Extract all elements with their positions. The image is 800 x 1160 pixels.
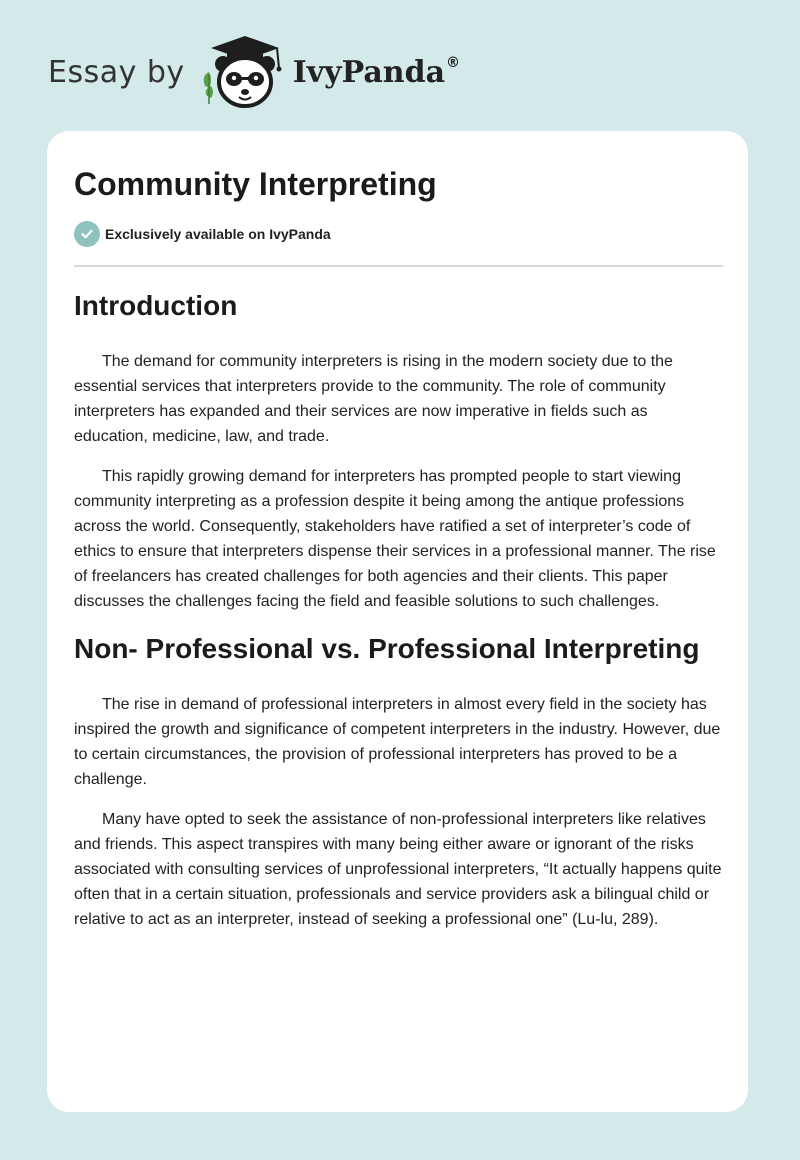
- brand-name: IvyPanda®: [292, 54, 461, 90]
- exclusive-label: Exclusively available on IvyPanda: [105, 226, 331, 242]
- brand-header: [48, 34, 460, 110]
- paragraph: This rapidly growing demand for interpreters has prompted people to start viewing community interpreting as a profession despite it being among the antique professions across the world. Consequently, stakeholders have ratified a set of interpreter’s code of ethics to ensure that interpreters dispense their services in a professional manner. The rise of freelancers has created challenges for both agencies and their clients. This paper discusses the challenges facing the field and feasible solutions to such challenges.: [74, 468, 716, 610]
- paragraph: The demand for community interpreters is rising in the modern society due to the essential services that interpreters provide to the community. The role of community interpreters has expanded and their services are now imperative in fields such as education, medicine, law, and trade.: [74, 353, 673, 445]
- section-heading-introduction: Introduction: [74, 290, 238, 321]
- brand-prefix: Essay by: [48, 54, 185, 90]
- essay-content: [74, 163, 723, 932]
- divider: [74, 265, 723, 267]
- section-heading-non-professional: Non- Professional vs. Professional Interpreting: [74, 633, 700, 664]
- panda-graduate-icon: [199, 34, 291, 110]
- essay-card: [47, 131, 748, 1112]
- paragraph: Many have opted to seek the assistance of non-professional interpreters like relatives and friends. This aspect transpires with many being either aware or ignorant of the risks associated with consulting services of unprofessional interpreters, “It actually happens quite often that in a certain situation, professionals and service providers ask a bilingual child or relative to act as an interpreter, instead of seeking a professional one” (Lu-lu, 289).: [74, 811, 722, 928]
- exclusive-badge: [74, 221, 723, 247]
- check-icon: [74, 221, 100, 247]
- paragraph: The rise in demand of professional interpreters in almost every field in the society has inspired the growth and significance of competent interpreters in the industry. However, due to certain circumstances, the provision of professional interpreters has proved to be a challenge.: [74, 696, 721, 788]
- registered-mark: ®: [446, 54, 461, 71]
- page-title: Community Interpreting: [74, 166, 437, 202]
